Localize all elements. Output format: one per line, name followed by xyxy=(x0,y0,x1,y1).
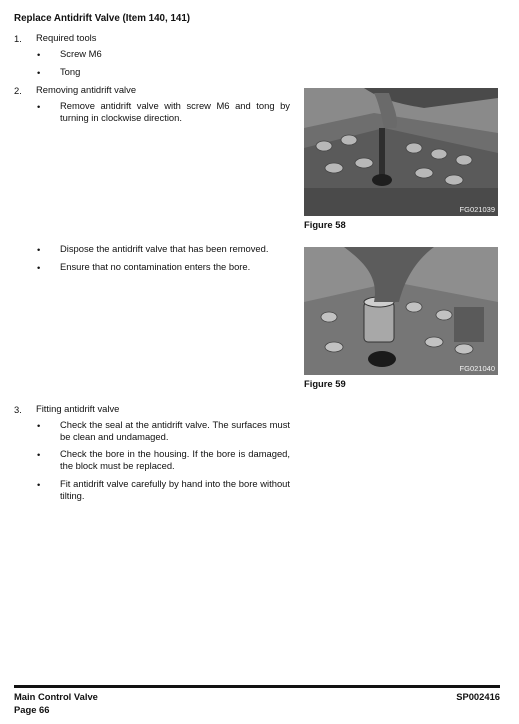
section-heading-required-tools: Required tools xyxy=(36,32,97,43)
footer-rule xyxy=(14,685,500,688)
bullet-icon: • xyxy=(37,479,41,490)
section-number-2: 2. xyxy=(14,85,22,96)
bullet-icon: • xyxy=(37,49,41,60)
footer-doc-id: SP002416 xyxy=(456,691,500,702)
list-item: Tong xyxy=(60,66,81,77)
page-title: Replace Antidrift Valve (Item 140, 141) xyxy=(14,13,191,24)
list-item: Check the seal at the antidrift valve. The surfaces must be clean and undamaged. xyxy=(60,419,290,442)
list-item: Ensure that no contamination enters the bore. xyxy=(60,261,251,272)
section-number-1: 1. xyxy=(14,33,22,44)
bullet-icon: • xyxy=(37,67,41,78)
figure-58-photo xyxy=(304,88,498,216)
valve-block-photo-icon xyxy=(304,88,498,216)
bullet-icon: • xyxy=(37,420,41,431)
figure-58-caption: Figure 58 xyxy=(304,219,346,230)
list-item: Screw M6 xyxy=(60,48,102,59)
list-item: Check the bore in the housing. If the bore is damaged, the block must be replaced. xyxy=(60,448,290,471)
bullet-icon: • xyxy=(37,449,41,460)
footer-manual-title: Main Control Valve xyxy=(14,691,98,702)
list-item: Fit antidrift valve carefully by hand into the bore without tilting. xyxy=(60,478,290,501)
section-number-3: 3. xyxy=(14,404,22,415)
figure-58-code: FG021039 xyxy=(459,205,495,214)
bullet-icon: • xyxy=(37,101,41,112)
footer-page-number: Page 66 xyxy=(14,704,50,715)
section-heading-fitting: Fitting antidrift valve xyxy=(36,403,120,414)
list-item: Remove antidrift valve with screw M6 and tong by turning in clockwise direction. xyxy=(60,100,290,123)
valve-fitting-photo-icon xyxy=(304,247,498,375)
section-heading-removing: Removing antidrift valve xyxy=(36,84,137,95)
figure-59-caption: Figure 59 xyxy=(304,378,346,389)
figure-59-code: FG021040 xyxy=(459,364,495,373)
list-item: Dispose the antidrift valve that has been removed. xyxy=(60,243,269,254)
bullet-icon: • xyxy=(37,262,41,273)
bullet-icon: • xyxy=(37,244,41,255)
figure-59-photo xyxy=(304,247,498,375)
